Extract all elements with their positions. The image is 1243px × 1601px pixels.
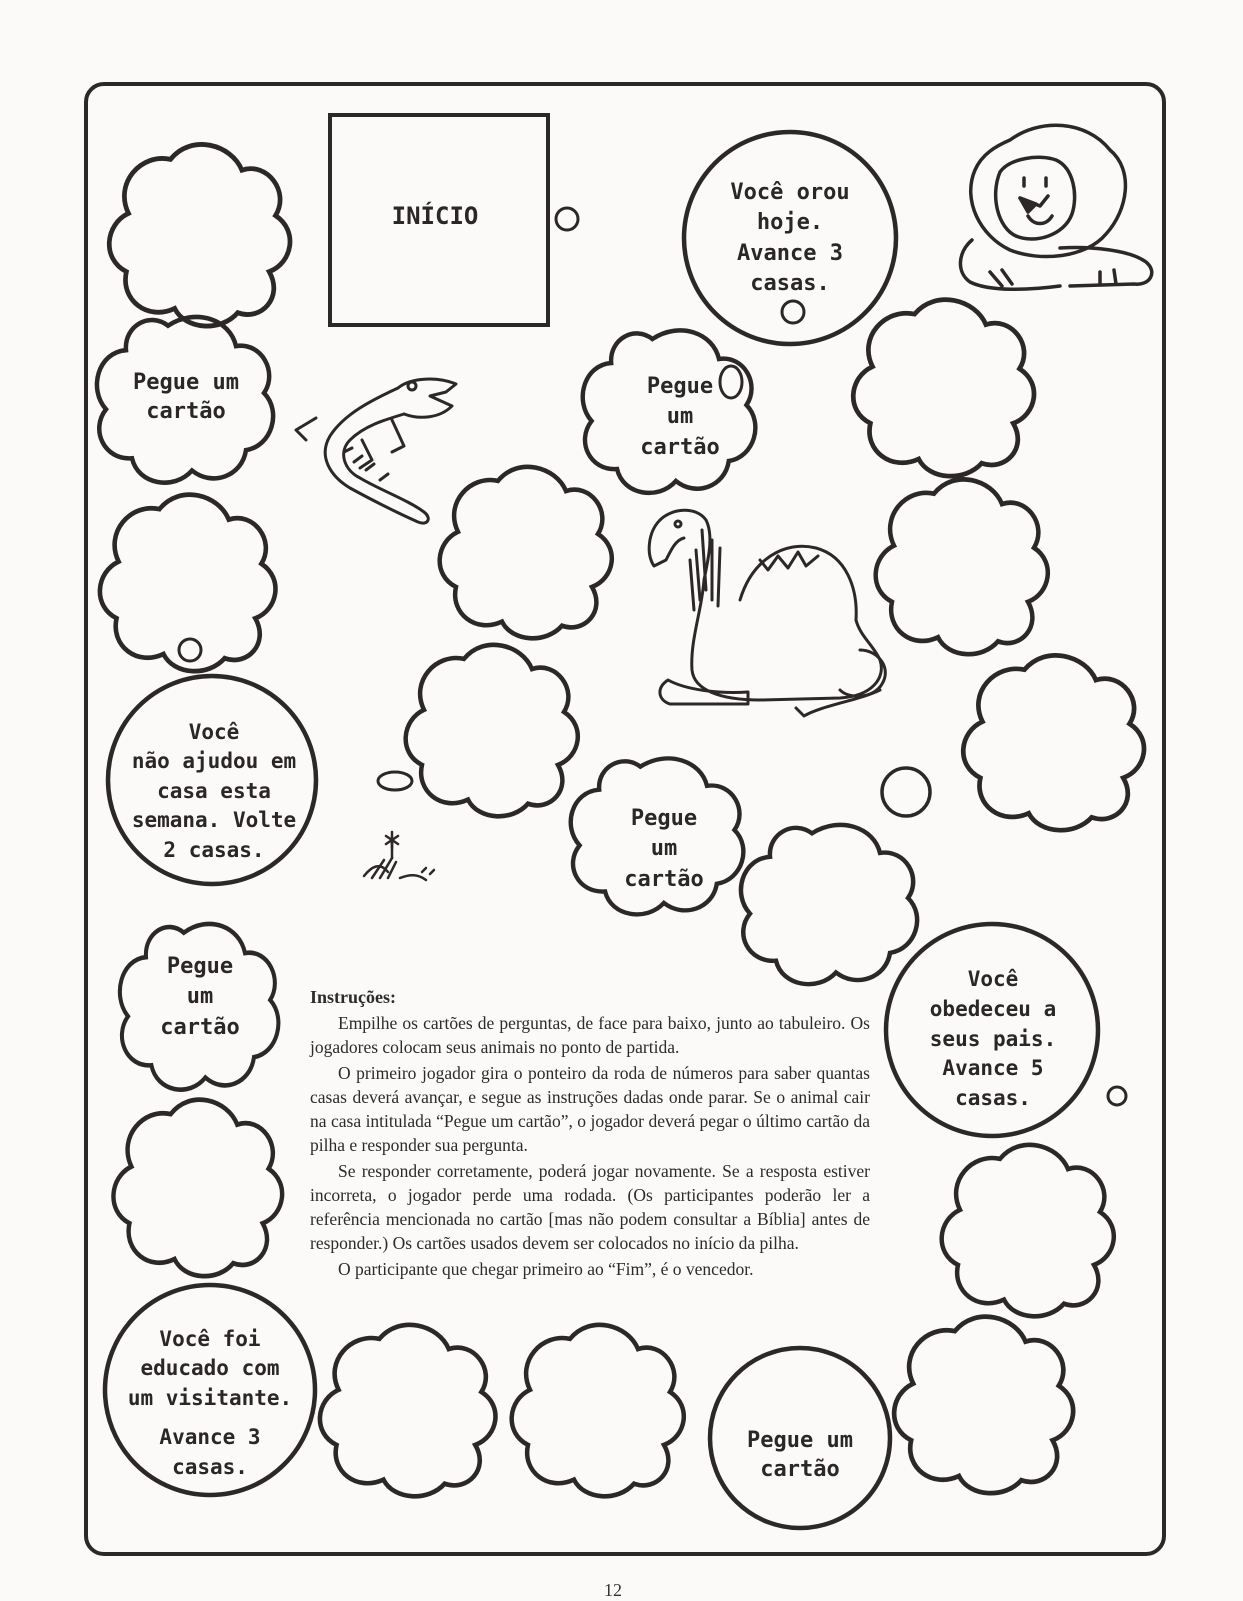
label-line: cartão bbox=[640, 434, 720, 460]
label-line: Você orou bbox=[730, 180, 850, 205]
label-line: Você foi bbox=[159, 1327, 261, 1351]
space-s09[interactable] bbox=[512, 1325, 684, 1496]
space-s16[interactable] bbox=[853, 300, 1034, 477]
label-line: um bbox=[666, 404, 694, 430]
label-line: Pegue bbox=[646, 374, 714, 399]
space-s01[interactable] bbox=[109, 144, 290, 326]
label-line: um bbox=[186, 984, 214, 1010]
label-line: Avance 3 bbox=[159, 1425, 261, 1450]
instructions-block bbox=[310, 985, 870, 1283]
space-s12[interactable] bbox=[942, 1145, 1114, 1316]
label-line: casas. bbox=[172, 1454, 248, 1479]
instructions-title: Instruções: bbox=[310, 987, 396, 1007]
space-label-s05 bbox=[140, 952, 260, 1043]
label-line: semana. Volte bbox=[131, 808, 297, 833]
space-s15[interactable] bbox=[876, 479, 1048, 654]
space-s22[interactable] bbox=[741, 825, 917, 984]
space-label-s17 bbox=[720, 178, 860, 299]
space-label-s02 bbox=[106, 368, 266, 426]
label-line bbox=[115, 1413, 305, 1423]
camel-illustration bbox=[649, 510, 885, 716]
space-s08[interactable] bbox=[320, 1325, 496, 1496]
space-s14[interactable] bbox=[963, 655, 1144, 830]
marker-dot bbox=[1108, 1087, 1126, 1105]
label-line: um visitante. bbox=[127, 1385, 293, 1410]
label-line: casas. bbox=[955, 1086, 1031, 1111]
label-line: 2 casas. bbox=[163, 837, 265, 862]
label-line: obedeceu a bbox=[929, 996, 1057, 1021]
marker-dot bbox=[882, 768, 930, 816]
space-label-s13 bbox=[904, 965, 1082, 1114]
label-line: casa esta bbox=[157, 778, 271, 803]
space-label-s10 bbox=[720, 1426, 880, 1484]
space-s06[interactable] bbox=[113, 1100, 282, 1277]
page-number: 12 bbox=[604, 1580, 622, 1600]
instructions-paragraph: Empilhe os cartões de perguntas, de face para baixo, junto ao tabuleiro. Os jogadores colocam seus animais no ponto de partida. bbox=[310, 1013, 870, 1057]
label-line: hoje. bbox=[756, 210, 824, 236]
space-label-s18 bbox=[620, 372, 740, 463]
marker-dot bbox=[179, 639, 201, 661]
label-line: educado com bbox=[140, 1356, 280, 1381]
space-label-s21 bbox=[604, 804, 724, 895]
label-line: seus pais. bbox=[929, 1026, 1057, 1051]
space-s19[interactable] bbox=[440, 467, 612, 638]
label-line: cartão bbox=[624, 866, 704, 892]
label-line: Avance 5 bbox=[942, 1056, 1044, 1081]
label-line: cartão bbox=[160, 1014, 240, 1040]
space-label-s04 bbox=[116, 718, 312, 865]
label-line: Pegue um bbox=[133, 370, 239, 395]
grass-illustration bbox=[364, 832, 434, 880]
label-line: Pegue um bbox=[747, 1428, 853, 1453]
label-line: cartão bbox=[146, 399, 226, 425]
label-line: Pegue bbox=[166, 954, 234, 979]
label-line: casas. bbox=[750, 271, 830, 297]
label-line: não ajudou em bbox=[131, 749, 297, 774]
marker-dot bbox=[378, 772, 412, 790]
marker-dot bbox=[782, 301, 804, 323]
label-line: Pegue bbox=[630, 806, 698, 831]
instructions-paragraph: Se responder corretamente, poderá jogar novamente. Se a resposta estiver incorreta, o jogador perde uma rodada. (Os participantes poderão ler a referência mencionada no cartão [mas não podem consultar a Bíblia] antes de responder.) Os cartões usados devem ser colocados no início da pilha. bbox=[310, 1161, 870, 1253]
start-label: INÍCIO bbox=[391, 202, 479, 230]
label-line: Você bbox=[967, 967, 1019, 991]
label-line: Avance 3 bbox=[737, 240, 843, 266]
space-label-s07 bbox=[115, 1325, 305, 1482]
instructions-paragraph: O participante que chegar primeiro ao “Fim”, é o vencedor. bbox=[338, 1259, 754, 1279]
label-line: Você bbox=[188, 720, 240, 744]
crocodile-illustration bbox=[296, 379, 456, 523]
space-s03[interactable] bbox=[100, 495, 276, 672]
lion-illustration bbox=[960, 125, 1151, 289]
instructions-paragraph: O primeiro jogador gira o ponteiro da roda de números para saber quantas casas deverá avançar, e segue as instruções dadas onde parar. Se o animal cair na casa intitulada “Pegue um cartão”, o jogador deverá pegar o último cartão da pilha e responder sua pergunta. bbox=[310, 1063, 870, 1155]
label-line: um bbox=[650, 836, 678, 862]
space-s11[interactable] bbox=[894, 1317, 1073, 1494]
space-s20[interactable] bbox=[406, 645, 578, 816]
marker-dot bbox=[556, 208, 578, 230]
label-line: cartão bbox=[760, 1457, 840, 1483]
